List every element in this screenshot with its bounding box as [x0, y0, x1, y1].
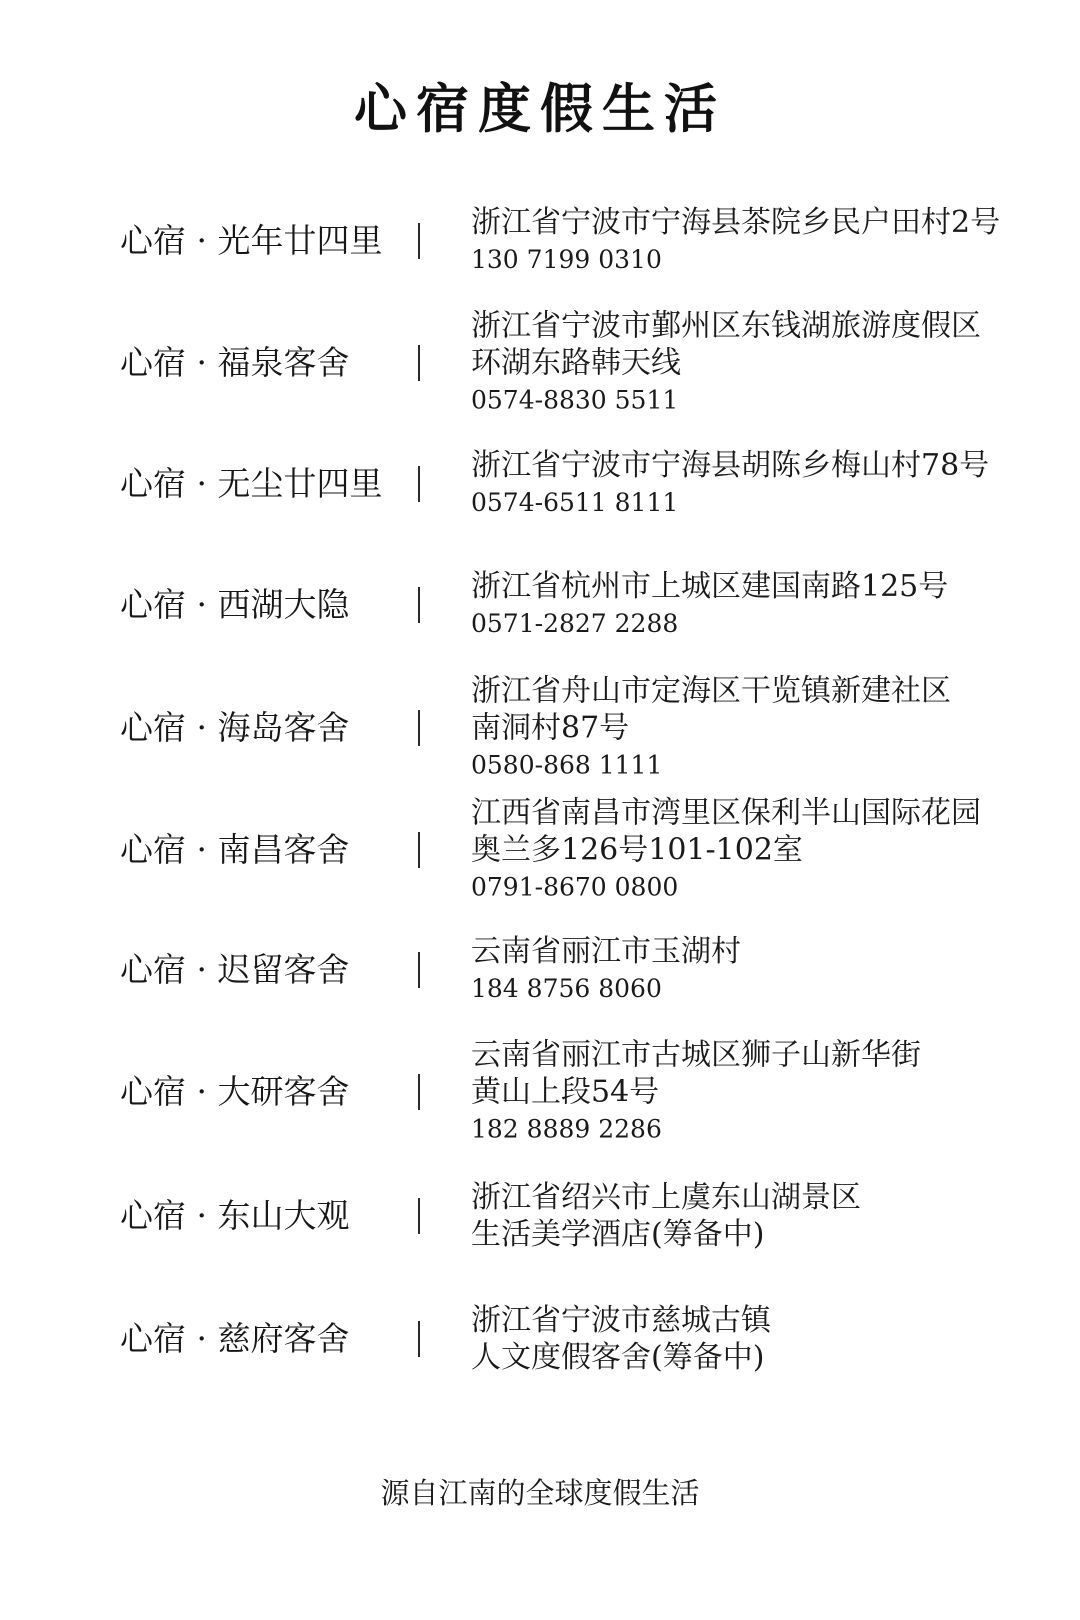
listing	[0, 785, 1080, 915]
listing-name: 心宿 · 大研客舍	[120, 1072, 350, 1111]
separator-bar	[418, 710, 420, 746]
listing-details	[471, 568, 948, 642]
separator-bar	[418, 466, 420, 502]
listing-name: 心宿 · 光年廿四里	[120, 221, 383, 260]
listing-address: 浙江省绍兴市上虞东山湖景区	[471, 1180, 861, 1215]
listing-phone: 0574-8830 5511	[471, 385, 679, 415]
listing-address-line2: 南洞村87号	[471, 710, 630, 746]
listing	[0, 1274, 1080, 1404]
listing-address: 浙江省杭州市上城区建国南路125号	[471, 569, 949, 604]
listing-phone: 0580-868 1111	[471, 750, 663, 780]
listing-phone: 0791-8670 0800	[471, 872, 679, 902]
listing-address: 云南省丽江市玉湖村	[471, 934, 741, 969]
listing-phone: 0571-2827 2288	[471, 609, 679, 638]
listing	[0, 1151, 1080, 1281]
separator-bar	[418, 587, 420, 623]
page-title: 心宿度假生活	[354, 79, 726, 140]
listing-details	[471, 795, 981, 906]
listing-name: 心宿 · 无尘廿四里	[120, 464, 383, 503]
listing-details	[471, 447, 989, 521]
separator-bar	[418, 832, 420, 868]
listing-details	[471, 1179, 861, 1253]
listing-phone: 182 8889 2286	[471, 1114, 662, 1144]
listing	[0, 663, 1080, 793]
listing-phone: 130 7199 0310	[471, 245, 662, 274]
listing-details	[471, 204, 1000, 278]
listing-name: 心宿 · 西湖大隐	[120, 585, 350, 624]
listing	[0, 176, 1080, 306]
listing-address: 江西省南昌市湾里区保利半山国际花园	[471, 795, 981, 831]
listing-address: 云南省丽江市古城区狮子山新华街	[471, 1037, 921, 1073]
listing	[0, 298, 1080, 428]
listing-details	[471, 308, 981, 419]
listing-phone: 0574-6511 8111	[471, 488, 679, 517]
separator-bar	[418, 952, 420, 988]
separator-bar	[418, 1198, 420, 1234]
listing-details	[471, 933, 741, 1007]
listing-name: 心宿 · 南昌客舍	[120, 830, 350, 869]
listing-phone: 184 8756 8060	[471, 974, 662, 1003]
listing-address-line2: 生活美学酒店(筹备中)	[471, 1217, 765, 1252]
listing-address: 浙江省宁波市慈城古镇	[471, 1303, 771, 1338]
listing-address: 浙江省宁波市宁海县胡陈乡梅山村78号	[471, 448, 990, 483]
listing-details	[471, 673, 951, 784]
listing-address-line2: 人文度假客舍(筹备中)	[471, 1340, 765, 1375]
listing-name: 心宿 · 福泉客舍	[120, 343, 350, 382]
listing	[0, 540, 1080, 670]
separator-bar	[418, 223, 420, 259]
listing-name: 心宿 · 慈府客舍	[120, 1319, 350, 1358]
listing-name: 心宿 · 海岛客舍	[120, 708, 350, 747]
footer-slogan: 源自江南的全球度假生活	[380, 1476, 700, 1510]
listing-details	[471, 1302, 771, 1376]
separator-bar	[418, 1321, 420, 1357]
listing-address-line2: 黄山上段54号	[471, 1074, 660, 1110]
listing	[0, 1027, 1080, 1157]
listing-address-line2: 奥兰多126号101-102室	[471, 832, 803, 868]
separator-bar	[418, 345, 420, 381]
listing-address: 浙江省舟山市定海区干览镇新建社区	[471, 673, 951, 709]
separator-bar	[418, 1074, 420, 1110]
listing	[0, 905, 1080, 1035]
listing-name: 心宿 · 迟留客舍	[120, 950, 350, 989]
listing-details	[471, 1037, 921, 1148]
listing-address: 浙江省宁波市鄞州区东钱湖旅游度假区	[471, 308, 981, 344]
listing	[0, 419, 1080, 549]
listing-address-line2: 环湖东路韩天线	[471, 345, 681, 381]
listing-address: 浙江省宁波市宁海县茶院乡民户田村2号	[471, 205, 1001, 240]
listing-name: 心宿 · 东山大观	[120, 1196, 350, 1235]
